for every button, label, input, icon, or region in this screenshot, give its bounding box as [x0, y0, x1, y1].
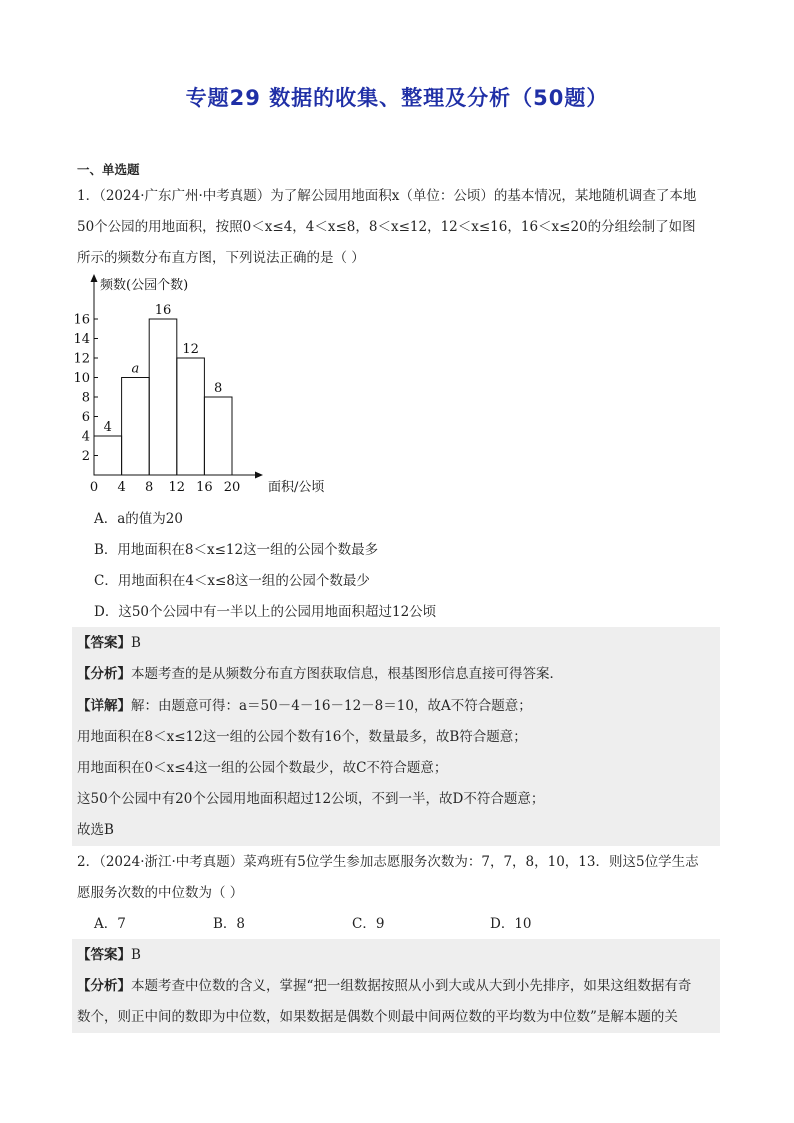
y-tick-label: 12: [73, 351, 90, 367]
choice-b: B．8: [213, 916, 246, 932]
histogram-chart: [73, 270, 325, 500]
analysis-label: 【分析】: [77, 978, 131, 994]
y-tick-label: 8: [81, 390, 90, 406]
x-tick-label: 20: [223, 480, 241, 495]
x-tick-label: 16: [196, 480, 213, 495]
detail-label: 【详解】: [77, 698, 131, 714]
x-tick-label: 0: [89, 480, 99, 495]
choice-a: A．7: [94, 916, 126, 932]
option-a: A．a的值为20: [94, 511, 183, 527]
answer-value: B: [131, 635, 141, 651]
choice-d: D．10: [490, 916, 532, 932]
answer-1: [77, 633, 141, 653]
section-heading: 一、单选题: [77, 162, 140, 177]
y-axis-label: 频数(公园个数): [100, 278, 189, 293]
y-axis-arrow: [91, 274, 98, 282]
question-2-line-1: 2．（2024·浙江·中考真题）菜鸡班有5位学生参加志愿服务次数为：7，7，8，10，13．则这5位学生志: [77, 854, 699, 870]
choice-c: C．9: [352, 916, 385, 932]
analysis-text: 本题考查中位数的含义，掌握“把一组数据按照从小到大或从大到小先排序，如果这组数据有奇: [131, 978, 692, 994]
y-tick-label: 16: [73, 312, 90, 328]
histogram-bar: [94, 436, 122, 475]
bar-label: 4: [103, 420, 112, 435]
analysis-2-line-1: [77, 976, 691, 996]
question-1-line-2: 50个公园的用地面积，按照0＜x≤4，4＜x≤8，8＜x≤12，12＜x≤16，16＜x≤20的分组绘制了如图: [77, 219, 696, 235]
option-d: D．这50个公园中有一半以上的公园用地面积超过12公顷: [94, 604, 437, 620]
x-axis-arrow: [255, 472, 263, 479]
analysis-text: 本题考查的是从频数分布直方图获取信息，根基图形信息直接可得答案．: [131, 666, 563, 682]
answer-label: 【答案】: [77, 635, 131, 651]
answer-2: [77, 945, 141, 965]
option-b: B．用地面积在8＜x≤12这一组的公园个数最多: [94, 542, 379, 558]
detail-1-line-4: 这50个公园中有20个公园用地面积超过12公顷，不到一半，故D不符合题意；: [77, 791, 545, 807]
x-tick-label: 4: [117, 480, 126, 495]
answer-label: 【答案】: [77, 947, 131, 963]
y-tick-label: 2: [81, 449, 90, 464]
bar-label: a: [131, 361, 140, 377]
question-1-line-1: 1．（2024·广东广州·中考真题）为了解公园用地面积x（单位：公顷）的基本情况，某地随机调查了本地: [77, 188, 697, 204]
answer-value: B: [131, 947, 141, 963]
bar-label: 12: [182, 342, 199, 357]
detail-1-line-5: 故选B: [77, 822, 114, 838]
bar-label: 8: [214, 381, 223, 396]
detail-1-line-1: [77, 696, 532, 716]
page-title: 专题29 数据的收集、整理及分析（50题）: [185, 86, 609, 110]
y-tick-label: 4: [81, 429, 90, 445]
histogram-bar: [177, 358, 205, 475]
detail-text: 解：由题意可得：a＝50－4－16－12－8＝10，故A不符合题意；: [131, 698, 532, 714]
detail-1-line-2: 用地面积在8＜x≤12这一组的公园个数有16个，数量最多，故B符合题意；: [77, 729, 527, 745]
x-tick-label: 12: [168, 480, 186, 495]
y-tick-label: 10: [73, 371, 90, 386]
question-2-line-2: 愿服务次数的中位数为（ ）: [77, 885, 244, 901]
detail-1-line-3: 用地面积在0＜x≤4这一组的公园个数最少，故C不符合题意；: [77, 760, 448, 776]
bar-label: 16: [154, 303, 172, 318]
analysis-label: 【分析】: [77, 666, 131, 682]
analysis-2-line-2: 数个，则正中间的数即为中位数，如果数据是偶数个则最中间两位数的平均数为中位数”是解本题的关: [77, 1009, 678, 1025]
question-1-line-3: 所示的频数分布直方图，下列说法正确的是（ ）: [77, 250, 365, 266]
option-c: C．用地面积在4＜x≤8这一组的公园个数最少: [94, 573, 370, 589]
y-tick-label: 6: [81, 410, 90, 425]
x-tick-label: 8: [145, 480, 154, 495]
x-axis-label: 面积/公顷: [268, 480, 325, 495]
histogram-bar: [204, 397, 232, 475]
histogram-bar: [122, 378, 150, 476]
analysis-1: [77, 664, 563, 684]
y-tick-label: 14: [73, 332, 90, 347]
histogram-bar: [149, 319, 177, 475]
